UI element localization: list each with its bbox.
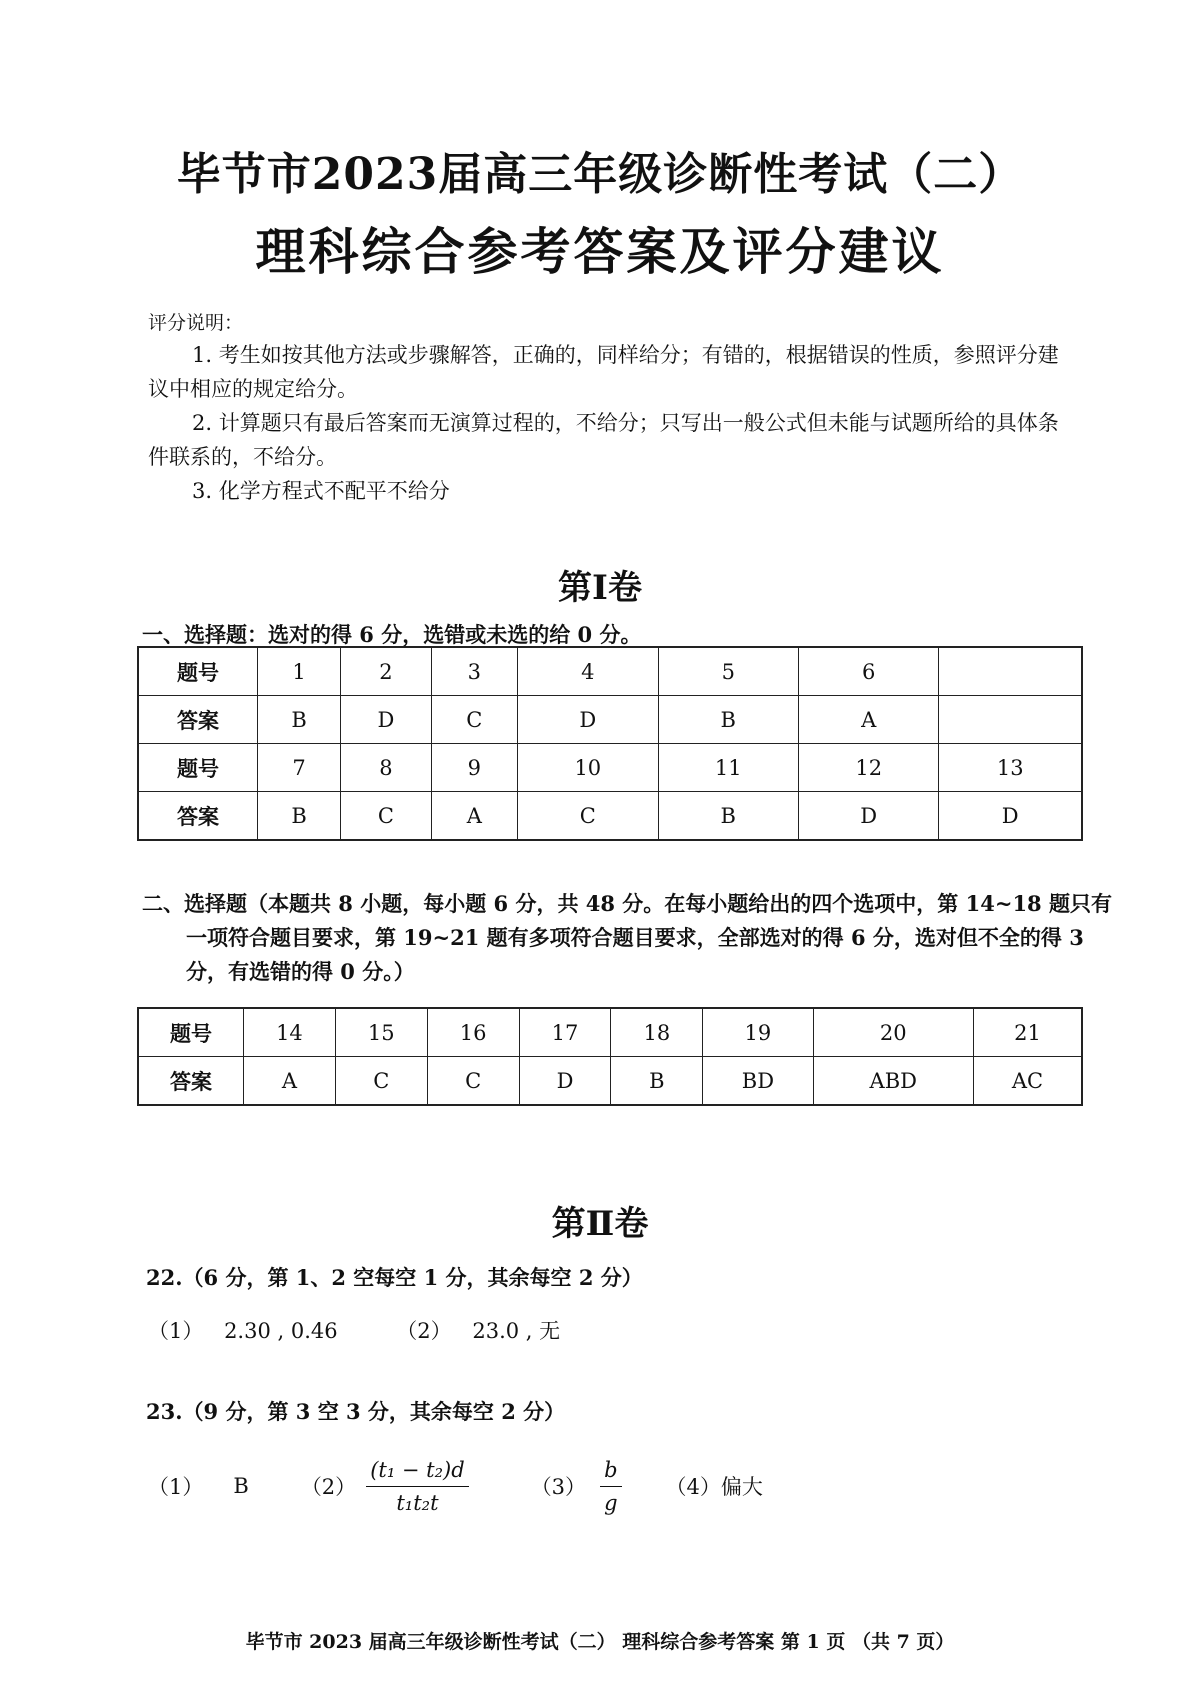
answer-cell: C (335, 1057, 427, 1106)
fraction-answer (600, 1458, 621, 1515)
row-label: 答案 (138, 696, 258, 744)
answer-cell: D (518, 696, 658, 744)
table-row (138, 647, 1082, 696)
question-number: 1 (258, 647, 341, 696)
exam-title: 毕节市2023届高三年级诊断性考试（二） (176, 149, 1024, 200)
question-23-answers (148, 1446, 763, 1526)
question-number: 7 (258, 744, 341, 792)
answer-cell: B (658, 696, 798, 744)
question-number: 11 (658, 744, 798, 792)
answer-cell: B (611, 1057, 703, 1106)
question-number: 5 (658, 647, 798, 696)
question-number: 19 (703, 1008, 813, 1057)
part-label: （1） (148, 1319, 204, 1343)
row-label: 答案 (138, 1057, 244, 1106)
question-number: 12 (798, 744, 938, 792)
answer-value: 23.0 , 无 (472, 1319, 561, 1343)
answer-cell: C (431, 696, 517, 744)
part-label: （2） (300, 1475, 357, 1499)
question-number: 6 (798, 647, 938, 696)
answer-cell: A (244, 1057, 336, 1106)
table-row (138, 696, 1082, 744)
answer-cell: B (658, 792, 798, 841)
question-number: 20 (813, 1008, 973, 1057)
question-22-title: 22.（6 分，第 1、2 空每空 1 分，其余每空 2 分） (146, 1265, 643, 1290)
page-footer: 毕节市 2023 届高三年级诊断性考试（二） 理科综合参考答案 第 1 页 （共 7 页） (245, 1631, 955, 1653)
fraction-numerator: b (600, 1458, 621, 1487)
fraction-denominator: t₁t₂t (396, 1490, 439, 1515)
answer-cell: D (519, 1057, 611, 1106)
row-label: 题号 (138, 647, 258, 696)
answer-cell: C (427, 1057, 519, 1106)
row-label: 题号 (138, 744, 258, 792)
section2-answer-table (137, 1007, 1083, 1106)
part1-heading: 第Ⅰ卷 (558, 568, 642, 608)
fraction-numerator: (t₁ − t₂)d (366, 1458, 469, 1487)
question-number: 4 (518, 647, 658, 696)
question-number: 3 (431, 647, 517, 696)
answer-value: 2.30 , 0.46 (224, 1319, 338, 1343)
answer-cell: ABD (813, 1057, 973, 1106)
answer-cell: B (258, 696, 341, 744)
answer-cell: AC (973, 1057, 1082, 1106)
question-number: 16 (427, 1008, 519, 1057)
question-number: 9 (431, 744, 517, 792)
answer-cell: D (798, 792, 938, 841)
answer-cell: C (518, 792, 658, 841)
row-label: 答案 (138, 792, 258, 841)
table-row (138, 792, 1082, 841)
question-number: 13 (939, 744, 1082, 792)
part-label: （4） (665, 1475, 721, 1499)
document-title: 理科综合参考答案及评分建议 (255, 222, 945, 281)
question-23-title: 23.（9 分，第 3 空 3 分，其余每空 2 分） (146, 1399, 566, 1424)
grading-note-2: 2. 计算题只有最后答案而无演算过程的，不给分；只写出一般公式但未能与试题所给的具体条件联系的，不给分。 (148, 411, 1059, 469)
answer-value: 偏大 (720, 1475, 763, 1499)
question-number: 14 (244, 1008, 336, 1057)
question-number: 18 (611, 1008, 703, 1057)
table-row (138, 1008, 1082, 1057)
answer-cell: A (431, 792, 517, 841)
section1-title: 一、选择题：选对的得 6 分，选错或未选的给 0 分。 (142, 622, 642, 647)
grading-note-1: 1. 考生如按其他方法或步骤解答，正确的，同样给分；有错的，根据错误的性质，参照评分建议中相应的规定给分。 (148, 343, 1059, 401)
answer-cell (939, 696, 1082, 744)
question-number (939, 647, 1082, 696)
section1-answer-table (137, 646, 1083, 841)
question-number: 2 (341, 647, 431, 696)
fraction-denominator: g (604, 1490, 618, 1515)
answer-cell: D (939, 792, 1082, 841)
question-number: 15 (335, 1008, 427, 1057)
table-row (138, 1057, 1082, 1106)
part-label: （3） (530, 1475, 587, 1499)
question-22-answers (148, 1315, 560, 1345)
row-label: 题号 (138, 1008, 244, 1057)
part2-heading: 第Ⅱ卷 (551, 1204, 649, 1244)
grading-notes-heading: 评分说明： (148, 312, 244, 334)
answer-cell: C (341, 792, 431, 841)
part-label: （2） (396, 1319, 452, 1343)
question-number: 21 (973, 1008, 1082, 1057)
section2-title: 二、选择题（本题共 8 小题，每小题 6 分，共 48 分。在每小题给出的四个选项中，第 14~18 题只有一项符合题目要求，第 19~21 题有多项符合题目要求，全部选对的得 6 分，选对但不全的得 3 分，有选错的得 0 分。） (142, 891, 1112, 984)
answer-cell: BD (703, 1057, 813, 1106)
part-label: （1） (148, 1475, 204, 1499)
fraction-answer (366, 1458, 469, 1515)
grading-note-3: 3. 化学方程式不配平不给分 (192, 479, 450, 503)
question-number: 17 (519, 1008, 611, 1057)
answer-cell: A (798, 696, 938, 744)
answer-cell: B (258, 792, 341, 841)
table-row (138, 744, 1082, 792)
answer-value: B (233, 1474, 249, 1498)
question-number: 8 (341, 744, 431, 792)
answer-cell: D (341, 696, 431, 744)
question-number: 10 (518, 744, 658, 792)
